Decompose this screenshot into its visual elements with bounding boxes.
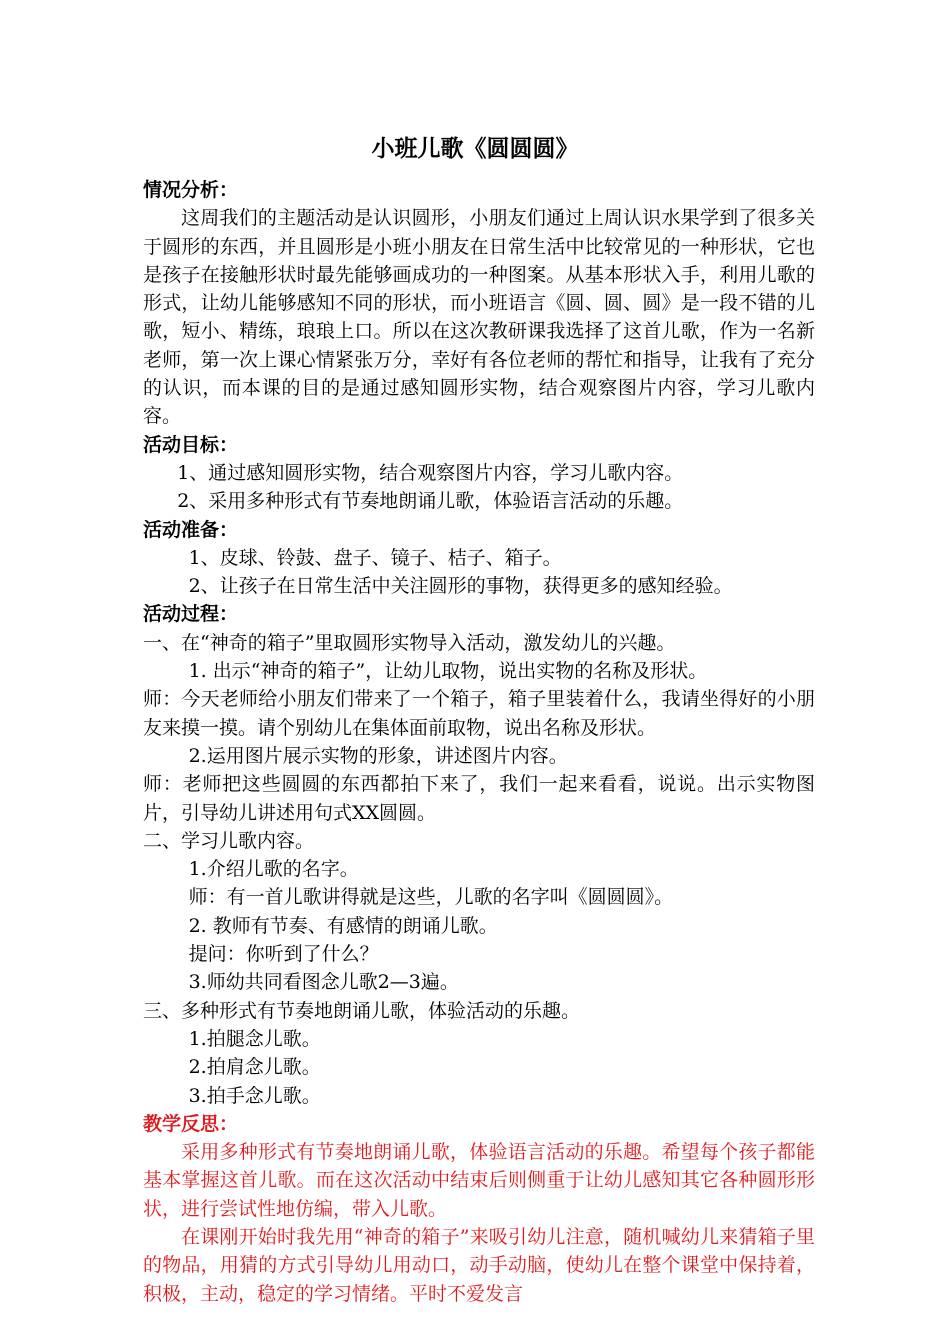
reflection-paragraph: 采用多种形式有节奏地朗诵儿歌，体验语言活动的乐趣。希望每个孩子都能基本掌握这首儿歌。而在这次活动中结束后则侧重于让幼儿感知其它各种圆形形状，进行尝试性地仿编，带入儿歌。: [143, 1141, 815, 1220]
goals-heading: 活动目标：: [143, 433, 239, 456]
preparation-heading: 活动准备：: [143, 518, 239, 541]
process-section-1: 一、在“神奇的箱子”里取圆形实物导入活动，激发幼儿的兴趣。: [143, 631, 676, 654]
situation-heading: 情况分析：: [143, 179, 239, 201]
reflection-paragraph: 在课刚开始时我先用“神奇的箱子”来吸引幼儿注意，随机喊幼儿来猜箱子里的物品，用猜的方式引导幼儿用动口，动手动脑，使幼儿在整个课堂中保持着，积极，主动，稳定的学习情绪。平时不爱发言: [143, 1225, 815, 1305]
teacher-line: 师：老师把这些圆圆的东西都拍下来了，我们一起来看看，说说。出示实物图片，引导幼儿讲述用句式XX圆圆。: [143, 773, 815, 824]
process-step: 2.运用图片展示实物的形象，讲述图片内容。: [188, 744, 568, 767]
process-step: 3.师幼共同看图念儿歌2—3遍。: [188, 971, 459, 994]
goal-item: 2、采用多种形式有节奏地朗诵儿歌，体验语言活动的乐趣。: [177, 490, 684, 513]
process-heading: 活动过程：: [143, 603, 239, 626]
question-line: 提问：你听到了什么？: [188, 943, 379, 966]
process-step: 3.拍手念儿歌。: [188, 1084, 321, 1107]
process-section-2: 二、学习儿歌内容。: [143, 829, 315, 852]
preparation-item: 1、皮球、铃鼓、盘子、镜子、桔子、箱子。: [188, 546, 562, 569]
process-step: 1.拍腿念儿歌。: [188, 1027, 321, 1050]
teacher-line: 师：今天老师给小朋友们带来了一个箱子，箱子里装着什么，我请坐得好的小朋友来摸一摸。请个别幼儿在集体面前取物，说出名称及形状。: [143, 688, 815, 739]
process-step: 1.介绍儿歌的名字。: [188, 858, 359, 881]
process-section-3: 三、多种形式有节奏地朗诵儿歌，体验活动的乐趣。: [143, 999, 581, 1022]
reflection-heading: 教学反思：: [143, 1112, 239, 1135]
document-body: [143, 176, 815, 1308]
teacher-line: 师：有一首儿歌讲得就是这些，儿歌的名字叫《圆圆圆》。: [188, 886, 674, 909]
process-step: 2. 教师有节奏、有感情的朗诵儿歌。: [188, 914, 498, 937]
goal-item: 1、通过感知圆形实物，结合观察图片内容，学习儿歌内容。: [177, 461, 684, 484]
document-title: 小班儿歌《圆圆圆》: [371, 135, 579, 162]
situation-paragraph: 这周我们的主题活动是认识圆形，小朋友们通过上周认识水果学到了很多关于圆形的东西，并且圆形是小班小朋友在日常生活中比较常见的一种形状，它也是孩子在接触形状时最先能够画成功的一种图案。从基本形状入手，利用儿歌的形式，让幼儿能够感知不同的形状，而小班语言《圆、圆、圆》是一段不错的儿歌，短小、精练，琅琅上口。所以在这次教研课我选择了这首儿歌，作为一名新老师，第一次上课心情紧张万分，幸好有各位老师的帮忙和指导，让我有了充分的认识，而本课的目的是通过感知圆形实物，结合观察图片内容，学习儿歌内容。: [143, 207, 815, 428]
process-step: 1. 出示“神奇的箱子”，让幼儿取物，说出实物的名称及形状。: [188, 660, 708, 683]
process-step: 2.拍肩念儿歌。: [188, 1056, 321, 1079]
preparation-item: 2、让孩子在日常生活中关注圆形的事物，获得更多的感知经验。: [188, 575, 733, 598]
